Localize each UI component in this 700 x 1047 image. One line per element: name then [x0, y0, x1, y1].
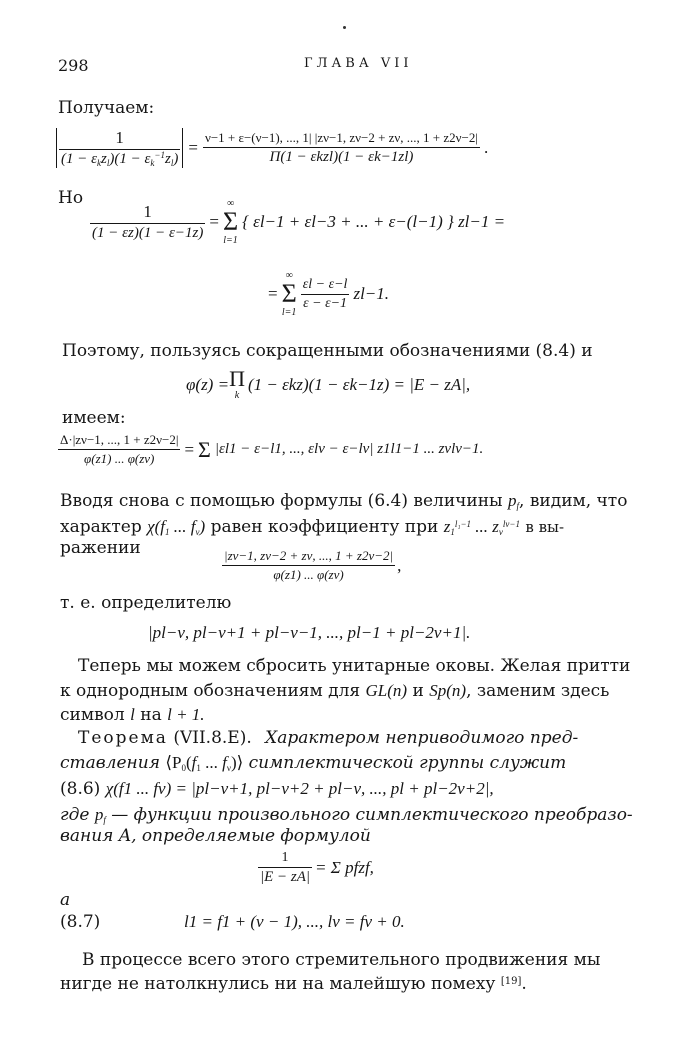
sum-upper-limit: ∞ [285, 270, 293, 281]
equation-87: l1 = f1 + (ν − 1), ..., lν = fν + 0. [184, 912, 405, 931]
eq-87-label: (8.7) [60, 912, 101, 932]
monomial: $z_1^{l_1-1}$ ... $z_\nu^{l\nu-1}$ [443, 517, 520, 537]
theorem-line3 [60, 806, 633, 824]
symbol-l: l [130, 705, 135, 724]
text-no: Но [58, 188, 84, 208]
theorem-text-2b: симплектической группы служит [248, 753, 567, 773]
sum-lower-limit: l=1 [281, 307, 297, 318]
theorem-text-4: вания A, определяемые формулой [60, 826, 371, 846]
representation-symbol: $⟨P_0(f_1$ ... $f_\nu)⟩$ [165, 753, 244, 773]
text-teper-2a: к однородным обозначениям для [60, 681, 361, 701]
fraction-lhs [59, 128, 180, 168]
abs-bar-right [182, 128, 183, 168]
theorem-text-3: где [60, 805, 90, 825]
equation-imeem: $\frac{\Delta\cdot|z\nu-1, ..., 1 + z2\nu-2|}{\varphi(z1) ... \varphi(z\nu)}$ = Σ |εl1 − ε−l1, ..., εlν − ε−lν| z1l1−1 ... zνlν−1. [60, 432, 484, 466]
equation-generating [258, 850, 374, 886]
text-vvodya-line1 [60, 492, 627, 510]
symbol-l-plus-1: l + 1. [167, 705, 205, 724]
fraction-lhs-den: $(1 - \varepsilon_kz_l)(1 - \varepsilon_k^{-1}z_l)$ [61, 150, 179, 168]
text-teper-3a: символ [60, 705, 125, 725]
text-teper-2c: , заменим здесь [466, 681, 610, 701]
text-vvodya-2b: равен коэффициенту при [210, 517, 439, 537]
eq-86-label: (8.6) [60, 779, 101, 799]
print-speck [343, 26, 346, 29]
equation-determinant: |pl−ν, pl−ν+1 + pl−ν−1, ..., pl−1 + pl−2ν+1|. [148, 623, 471, 642]
series-fraction-den: (1 − εz)(1 − ε−1z) [92, 225, 204, 241]
expression-num: |zν−1, zν−2 + zν, ..., 1 + z2ν−2| [224, 548, 394, 563]
generating-rhs: = Σ pfzf, [315, 858, 374, 877]
generating-fraction [258, 850, 312, 886]
fraction-rhs-num: ν−1 + ε−(ν−1), ..., 1| |zν−1, zν−2 + zν, ..., 1 + z2ν−2| [204, 130, 478, 145]
generating-den: |E − zA| [260, 869, 311, 885]
text-final-2: нигде не натолкнулись ни на малейшую помеху [60, 974, 496, 994]
text-vvodya-line2 [60, 518, 564, 536]
equation-series-1: $\frac{1}{(1 - \varepsilon z)(1 - \varepsilon-1z)}$ = ∞ Σ l=1 { εl−1 + εl−3 + ... + ε−(l−1) } zl−1 = [92, 198, 506, 246]
theorem-line1 [78, 730, 578, 747]
imeem-fraction [58, 432, 180, 467]
generating-num: 1 [281, 850, 289, 865]
fraction-rhs-den: Π(1 − εkzl)(1 − εk−1zl) [269, 149, 414, 165]
sum-symbol-1: ∞ Σ l=1 [222, 198, 239, 246]
theorem-label: Теорема [78, 728, 168, 748]
equation-86: χ(f1 ... fν) = |pl−ν+1, pl−ν+2 + pl−ν, ..., pl + pl−2ν+2|, [105, 779, 494, 798]
equation-expression: $\frac{|z\nu-1, z\nu-2 + z\nu, ..., 1 + z2\nu-2|}{\varphi(z1) ... \varphi(z\nu)}$ , [224, 548, 402, 582]
text-imeem: имеем: [62, 408, 126, 428]
text-vvodya-1: Вводя снова с помощью формулы (6.4) величины [60, 491, 503, 511]
text-final-1: В процессе всего этого стремительного продвижения мы [82, 950, 601, 970]
chapter-header: ГЛАВА VII [304, 56, 413, 71]
theorem-ref: (VII.8.E). [173, 728, 252, 748]
footnote-ref: [19] [500, 976, 522, 987]
theorem-line2 [60, 754, 566, 772]
page-number: 298 [58, 56, 89, 75]
text-vvodya-2a: характер [60, 517, 142, 537]
imeem-rhs: |εl1 − ε−l1, ..., εlν − ε−lν| z1l1−1 ... zνlν−1. [214, 441, 484, 457]
abs-bar-left [56, 128, 57, 168]
expression-fraction [222, 548, 395, 583]
series2-tail: zl−1. [353, 284, 390, 303]
equation-series-2: = ∞ Σ l=1 $\frac{\varepsilon l - \varepsilon-l}{\varepsilon - \varepsilon-1}$ zl−1. [268, 270, 390, 318]
text-vvodya-2c: в вы- [525, 518, 565, 536]
var-pf-2: $p_f$ [94, 805, 106, 825]
product-symbol: Π k [229, 366, 245, 401]
equation-86-row [60, 780, 494, 798]
var-pf: $p_f$ [508, 491, 520, 511]
series2-num: εl − ε−l [302, 276, 348, 292]
imeem-den: φ(z1) ... φ(zν) [84, 451, 155, 466]
text-teper-2b: и [412, 681, 424, 701]
text-teper-line3 [60, 706, 205, 724]
theorem-text-2a: ставления [60, 753, 160, 773]
text-final-line2: нигде не натолкнулись ни на малейшую помеху [19]. [60, 974, 527, 994]
equation-phi: φ(z) = Π k (1 − εkz)(1 − εk−1z) = |E − zA|, [186, 366, 471, 401]
equation-quotient: $\frac{1}{(1 - \varepsilon_kz_l)(1 - \varepsilon_k^{-1}z_l)}$ = $\frac{\nu-1 + \varepsilon-(\nu-1), ..., 1| |z\nu-1, z\nu-2 + z\nu, ..., 1 + z2\nu-2|}{\text{Π(1 − εkzl)(1 − εk−1zl)}}$ . [56, 128, 488, 168]
sp-n: Sp(n) [429, 681, 467, 700]
sum-lower-limit: l=1 [223, 235, 238, 246]
phi-definition: (1 − εkz)(1 − εk−1z) = |E − zA|, [247, 374, 471, 394]
fraction-lhs-num: 1 [115, 128, 124, 147]
theorem-text-3b: — функции произвольного симплектического преобразо- [111, 805, 633, 825]
series-fraction-num: 1 [143, 202, 152, 221]
fraction-rhs [203, 130, 480, 166]
text-vvodya-1b: , видим, что [519, 491, 628, 511]
imeem-num: Δ·|zν−1, ..., 1 + z2ν−2| [60, 432, 179, 447]
chi-symbol: $\chi(f_1$ ... $f_\nu$) [147, 517, 206, 537]
expression-den: φ(z1) ... φ(zν) [273, 567, 344, 582]
series-body: { εl−1 + εl−3 + ... + ε−(l−1) } zl−1 = [242, 212, 506, 231]
series2-fraction [301, 277, 350, 312]
gl-n: GL(n) [365, 681, 408, 700]
series-fraction [90, 202, 205, 242]
sum-upper-limit: ∞ [226, 198, 235, 209]
text-poetomu: Поэтому, пользуясь сокращенными обозначениями (8.4) и [62, 341, 593, 361]
text-a: а [60, 890, 71, 910]
text-poluchaem: Получаем: [58, 98, 155, 118]
text-vvodya-3: ражении [60, 538, 141, 558]
text-teper-1: Теперь мы можем сбросить унитарные оковы. Желая притти [78, 656, 631, 676]
text-te: т. е. определителю [60, 593, 232, 613]
text-teper-line2 [60, 682, 609, 700]
sum-symbol-2: ∞ Σ l=1 [281, 270, 297, 318]
text-teper-3b: на [140, 705, 162, 725]
series2-den: ε − ε−1 [303, 295, 348, 311]
theorem-text-1: Характером неприводимого пред- [265, 728, 579, 748]
